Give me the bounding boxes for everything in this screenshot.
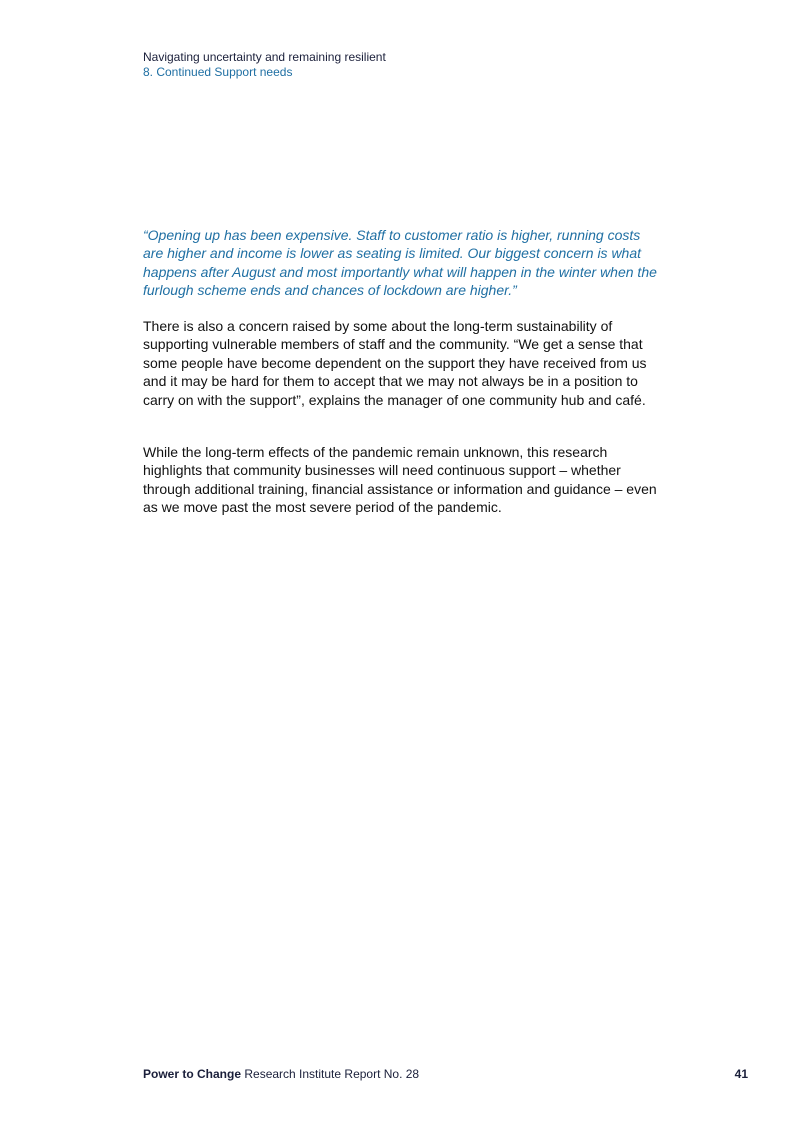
footer-organisation: Power to Change xyxy=(143,1067,242,1081)
section-title: 8. Continued Support needs xyxy=(143,65,293,79)
document-title: Navigating uncertainty and remaining resilient xyxy=(143,50,386,64)
page-footer xyxy=(143,1067,748,1082)
page-number: 41 xyxy=(734,1067,748,1081)
footer-report-name: Research Institute Report No. 28 xyxy=(241,1067,420,1081)
footer-report-label xyxy=(143,1067,419,1082)
body-paragraph: While the long-term effects of the pandemic remain unknown, this research highlights that community businesses will need continuous support – whether through additional training, financial assistance or information and guidance – even as we move past the most severe period of the pandemic. xyxy=(143,444,657,516)
pull-quote: “Opening up has been expensive. Staff to customer ratio is higher, running costs are higher and income is lower as seating is limited. Our biggest concern is what happens after August and most importantly what will happen in the winter when the furlough scheme ends and chances of lockdown are higher.” xyxy=(143,227,657,299)
body-paragraph: There is also a concern raised by some about the long-term sustainability of supporting vulnerable members of staff and the community. “We get a sense that some people have become dependent on the support they have received from us and it may be hard for them to accept that we may not always be in a position to carry on with the support”, explains the manager of one community hub and café. xyxy=(143,318,647,408)
running-header xyxy=(143,50,386,80)
